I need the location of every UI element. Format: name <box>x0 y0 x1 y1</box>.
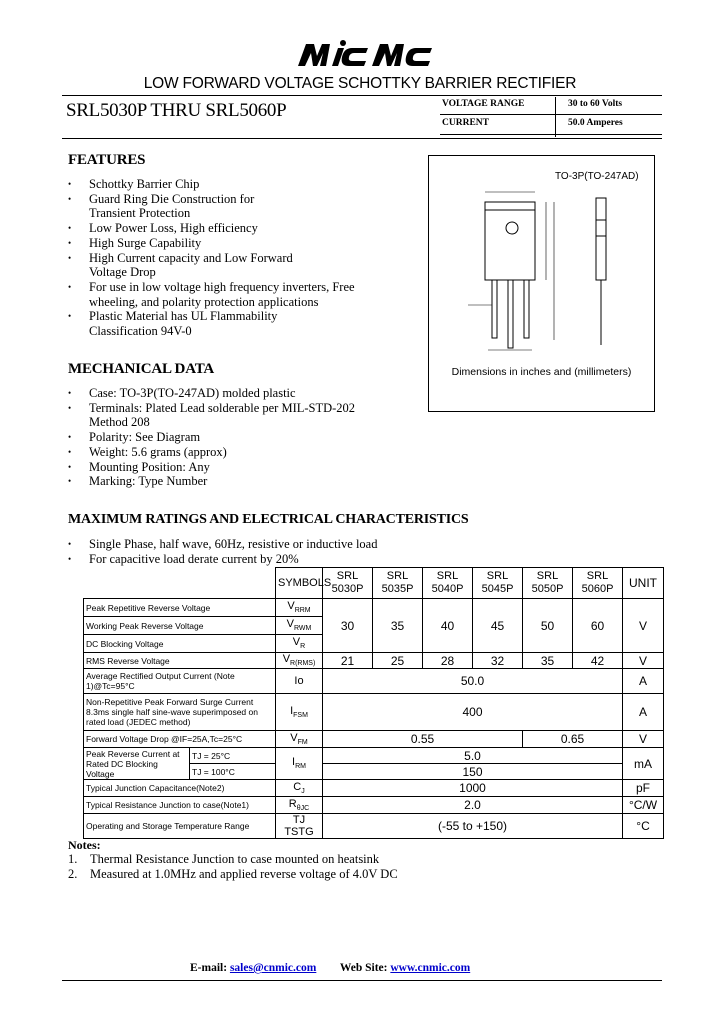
note-text: Thermal Resistance Junction to case mounted on heatsink <box>90 852 380 866</box>
param-label: Typical Junction Capacitance(Note2) <box>84 780 276 797</box>
table-row <box>84 653 664 669</box>
value-cell: 42 <box>573 653 623 669</box>
table-row <box>84 669 664 694</box>
value-cell: 400 <box>323 694 623 731</box>
param-label: RMS Reverse Voltage <box>84 653 276 669</box>
empty-header-cell <box>84 568 276 599</box>
list-item: • For use in low voltage high frequency inverters, Free wheeling, and polarity protection applications <box>68 280 364 309</box>
value-cell: 2.0 <box>323 797 623 814</box>
list-item: • Mounting Position: Any <box>68 460 398 475</box>
table-row <box>84 797 664 814</box>
current-label: CURRENT <box>442 118 489 128</box>
unit-cell: V <box>623 599 664 653</box>
symbol-subscript: RWM <box>293 625 312 633</box>
value-cell: 45 <box>473 599 523 653</box>
table-row <box>84 731 664 748</box>
unit-cell: V <box>623 731 664 748</box>
value-cell: 50 <box>523 599 573 653</box>
model-header: SRL 5035P <box>373 568 423 599</box>
unit-cell: °C <box>623 814 664 839</box>
symbol-text: V <box>287 600 295 613</box>
symbol-text: C <box>293 780 302 793</box>
symbol-cell <box>276 694 323 731</box>
package-caption: Dimensions in inches and (millimeters) <box>451 366 632 378</box>
symbol-text: V <box>282 653 291 666</box>
symbol-text: I <box>292 756 296 769</box>
symbol-cell <box>276 748 323 780</box>
symbol-text: V <box>292 636 301 649</box>
value-cell: (-55 to +150) <box>323 814 623 839</box>
unit-cell: mA <box>623 748 664 780</box>
note-number: 2. <box>68 866 78 881</box>
list-item: • Single Phase, half wave, 60Hz, resistive or inductive load <box>68 537 468 552</box>
model-header: SRL 5045P <box>473 568 523 599</box>
website-label: Web Site: <box>339 962 388 974</box>
symbols-header: SYMBOLS <box>276 568 323 599</box>
symbol-cell <box>276 617 323 635</box>
list-item: • For capacitive load derate current by 20% <box>68 552 468 567</box>
symbol-subscript: θJC <box>296 805 310 813</box>
unit-cell: pF <box>623 780 664 797</box>
condition-label: TJ = 25°C <box>190 748 276 764</box>
symbol-text: I <box>290 704 294 717</box>
divider <box>440 114 662 115</box>
symbol-subscript: RRM <box>294 607 311 615</box>
symbol-cell <box>276 599 323 617</box>
param-label: Non-Repetitive Peak Forward Surge Current 8.3ms single half sine-wave superimposed on rated load (JEDEC method) <box>84 694 276 731</box>
list-item: • High Surge Capability <box>68 236 368 251</box>
param-label: Working Peak Reverse Voltage <box>84 617 276 635</box>
email-label: E-mail: <box>190 962 228 974</box>
list-item: • High Current capacity and Low Forward Voltage Drop <box>68 251 304 280</box>
list-item: • Schottky Barrier Chip <box>68 177 368 192</box>
email-link[interactable]: sales@cnmic.com <box>229 962 317 974</box>
website-link[interactable]: www.cnmic.com <box>390 962 471 974</box>
model-header: SRL 5030P <box>323 568 373 599</box>
unit-cell: A <box>623 669 664 694</box>
model-header: SRL 5060P <box>573 568 623 599</box>
symbol-text: V <box>290 731 298 744</box>
value-cell: 32 <box>473 653 523 669</box>
value-cell: 30 <box>323 599 373 653</box>
value-cell: 35 <box>523 653 573 669</box>
value-cell: 35 <box>373 599 423 653</box>
note-item <box>68 852 398 867</box>
param-label: Average Rectified Output Current (Note 1)@Tc=95°C <box>84 669 276 694</box>
list-item: • Case: TO-3P(TO-247AD) molded plastic <box>68 386 398 401</box>
note-text: Measured at 1.0MHz and applied reverse voltage of 4.0V DC <box>90 866 398 881</box>
document-subtitle: LOW FORWARD VOLTAGE SCHOTTKY BARRIER RECTIFIER <box>143 75 577 92</box>
list-item: • Terminals: Plated Lead solderable per MIL-STD-202 Method 208 <box>68 401 379 430</box>
current-value: 50.0 Amperes <box>568 118 623 128</box>
divider <box>555 97 556 137</box>
value-cell: 5.0 <box>323 748 623 764</box>
list-item: • Weight: 5.6 grams (approx) <box>68 445 398 460</box>
note-item <box>68 867 398 882</box>
unit-cell: A <box>623 694 664 731</box>
ratings-table <box>83 567 664 839</box>
value-cell: 150 <box>323 764 623 780</box>
list-item: • Plastic Material has UL Flammability Classification 94V-0 <box>68 309 309 338</box>
notes-heading: Notes: <box>68 838 101 852</box>
value-cell: 1000 <box>323 780 623 797</box>
list-item: • Marking: Type Number <box>68 474 398 489</box>
param-label: Forward Voltage Drop @IF=25A,Tc=25°C <box>84 731 276 748</box>
table-row <box>84 748 664 764</box>
symbol-text: V <box>286 618 294 631</box>
package-title: TO-3P(TO-247AD) <box>555 171 639 182</box>
table-row <box>84 814 664 839</box>
symbol-cell: TJ TSTG <box>276 814 323 839</box>
unit-cell: °C/W <box>623 797 664 814</box>
unit-cell: V <box>623 653 664 669</box>
package-outline-drawing <box>428 180 653 365</box>
symbol-text: R <box>288 797 297 810</box>
list-item: • Low Power Loss, High efficiency <box>68 221 368 236</box>
note-number: 1. <box>68 852 78 866</box>
footer-contact <box>190 962 470 974</box>
value-cell: 0.55 <box>323 731 523 748</box>
table-row <box>84 599 664 617</box>
symbol-cell <box>276 731 323 748</box>
param-label: Peak Repetitive Reverse Voltage <box>84 599 276 617</box>
symbol-cell <box>276 780 323 797</box>
table-row <box>84 694 664 731</box>
symbol-subscript: R <box>300 643 306 651</box>
divider <box>62 95 662 96</box>
value-cell: 40 <box>423 599 473 653</box>
mechanical-heading: MECHANICAL DATA <box>68 361 215 377</box>
param-label: Operating and Storage Temperature Range <box>84 814 276 839</box>
symbol-cell <box>276 797 323 814</box>
value-cell: 21 <box>323 653 373 669</box>
symbol-subscript: R(RMS) <box>290 660 316 668</box>
voltage-range-value: 30 to 60 Volts <box>568 99 623 109</box>
notes-list <box>68 852 398 881</box>
symbol-cell <box>276 635 323 653</box>
table-row <box>84 780 664 797</box>
param-label: Typical Resistance Junction to case(Note1) <box>84 797 276 814</box>
part-range-title: SRL5030P THRU SRL5060P <box>66 100 287 121</box>
mechanical-list <box>68 386 398 489</box>
table-header-row <box>84 568 664 599</box>
voltage-range-label: VOLTAGE RANGE <box>442 99 525 109</box>
list-item: • Polarity: See Diagram <box>68 430 398 445</box>
unit-header: UNIT <box>623 568 664 599</box>
symbol-subscript: J <box>301 788 305 796</box>
value-cell: 28 <box>423 653 473 669</box>
ratings-heading: MAXIMUM RATINGS AND ELECTRICAL CHARACTERISTICS <box>68 512 469 527</box>
divider <box>62 980 662 981</box>
symbol-cell <box>276 653 323 669</box>
param-label: Peak Reverse Current at Rated DC Blocking Voltage <box>84 748 190 780</box>
value-cell: 50.0 <box>323 669 623 694</box>
symbol-subscript: FSM <box>293 712 308 720</box>
mic-logo <box>290 38 440 70</box>
value-cell: 60 <box>573 599 623 653</box>
model-header: SRL 5050P <box>523 568 573 599</box>
value-cell: 25 <box>373 653 423 669</box>
condition-label: TJ = 100°C <box>190 764 276 780</box>
divider <box>440 134 662 135</box>
features-list <box>68 177 368 339</box>
model-header: SRL 5040P <box>423 568 473 599</box>
symbol-subscript: RM <box>295 763 306 771</box>
symbol-cell: Io <box>276 669 323 694</box>
value-cell: 0.65 <box>523 731 623 748</box>
param-label: DC Blocking Voltage <box>84 635 276 653</box>
conditions-list <box>68 537 468 566</box>
divider <box>62 138 662 139</box>
symbol-subscript: FM <box>297 739 308 747</box>
features-heading: FEATURES <box>68 152 146 168</box>
list-item: • Guard Ring Die Construction for Transient Protection <box>68 192 279 221</box>
